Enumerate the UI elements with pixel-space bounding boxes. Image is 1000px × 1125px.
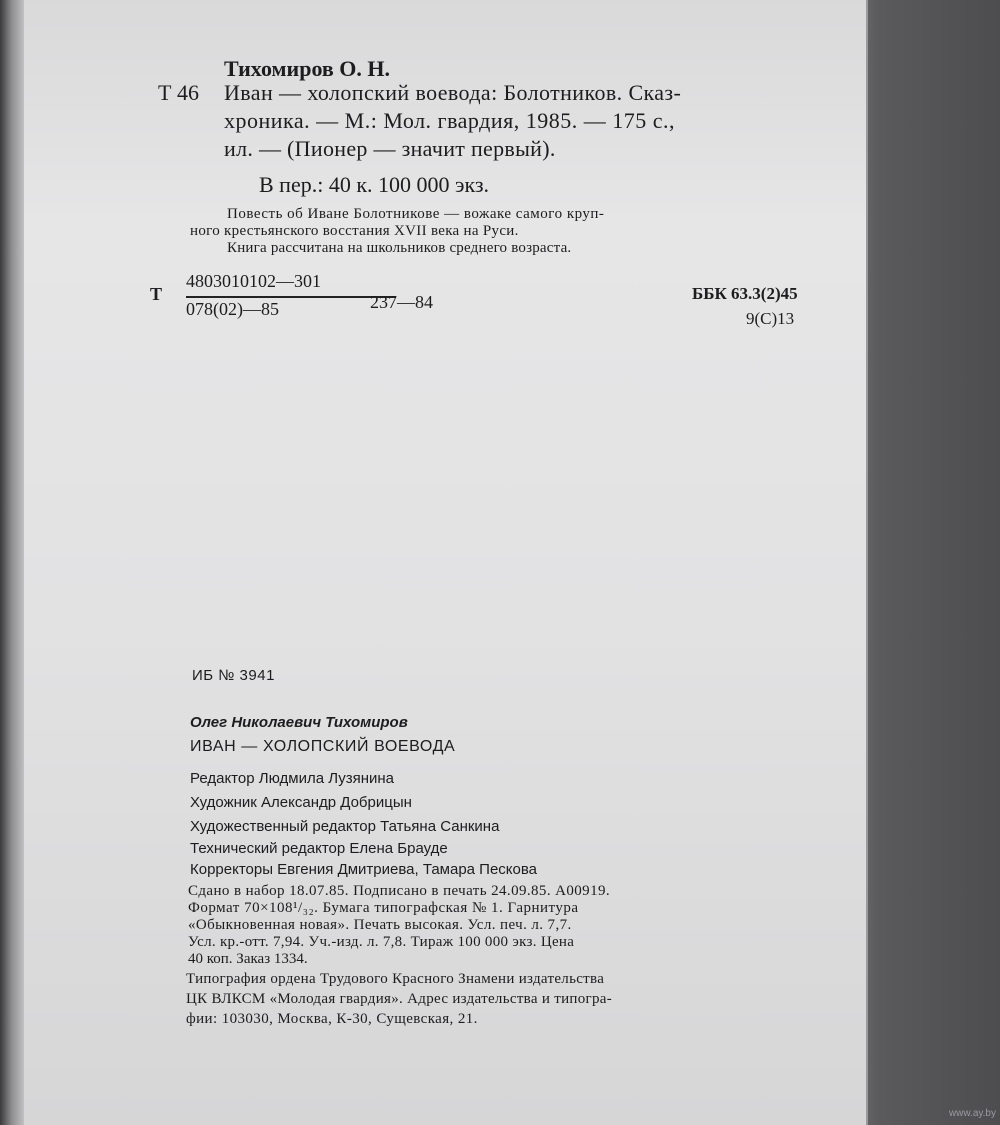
credit-editor: Редактор Людмила Лузянина [190,770,395,787]
print-details-line-3: «Обыкновенная новая». Печать высокая. Усл. печ. л. 7,7. [188,917,572,933]
index-suffix: 237—84 [370,292,433,312]
ib-number: ИБ № 3941 [192,667,275,684]
bbk-code: ББК 63.3(2)45 [692,284,798,303]
print-details-line-2: Формат 70×108¹/₃₂. Бумага типографская № 1. Гарнитура [188,900,579,916]
catalog-code: Т 46 [158,80,199,105]
print-details-line-4: Усл. кр.-отт. 7,94. Уч.-изд. л. 7,8. Тираж 100 000 экз. Цена [188,934,575,950]
credit-art-editor: Художественный редактор Татьяна Санкина [190,818,500,835]
bbk-code-secondary: 9(С)13 [746,309,795,328]
fraction-rule [186,296,396,298]
book-title: ИВАН — ХОЛОПСКИЙ ВОЕВОДА [190,738,456,755]
index-numerator: 4803010102—301 [186,271,321,291]
printer-line-3: фии: 103030, Москва, К-30, Сущевская, 21. [186,1011,478,1027]
price-line: В пер.: 40 к. 100 000 экз. [259,172,490,197]
print-details-line-5: 40 коп. Заказ 1334. [188,951,308,967]
credit-correctors: Корректоры Евгения Дмитриева, Тамара Пескова [190,861,538,878]
credit-tech-editor: Технический редактор Елена Брауде [190,840,448,857]
index-denominator: 078(02)—85 [186,299,279,319]
author-full-name: Олег Николаевич Тихомиров [190,714,408,731]
index-letter: Т [150,284,163,304]
credit-artist: Художник Александр Добрицын [190,794,412,811]
book-page [24,0,868,1125]
watermark-text: www.ay.by [948,1108,996,1119]
description-line-2: хроника. — М.: Мол. гвардия, 1985. — 175 с., [224,108,675,133]
right-page-shadow [850,0,1000,1125]
printer-line-2: ЦК ВЛКСМ «Молодая гвардия». Адрес издательства и типогра- [186,991,613,1007]
annotation-line-2: ного крестьянского восстания XVII века на Руси. [190,223,519,239]
printer-line-1: Типография ордена Трудового Красного Знамени издательства [186,971,605,987]
description-line-1: Иван — холопский воевода: Болотников. Сказ- [224,80,682,105]
print-details-line-1: Сдано в набор 18.07.85. Подписано в печать 24.09.85. А00919. [188,883,611,899]
annotation-line-1: Повесть об Иване Болотникове — вожаке самого круп- [227,206,605,222]
annotation-line-3: Книга рассчитана на школьников среднего возраста. [227,240,572,256]
author-heading: Тихомиров О. Н. [224,56,390,81]
description-line-3: ил. — (Пионер — значит первый). [224,136,556,161]
left-page-edge [0,0,26,1125]
